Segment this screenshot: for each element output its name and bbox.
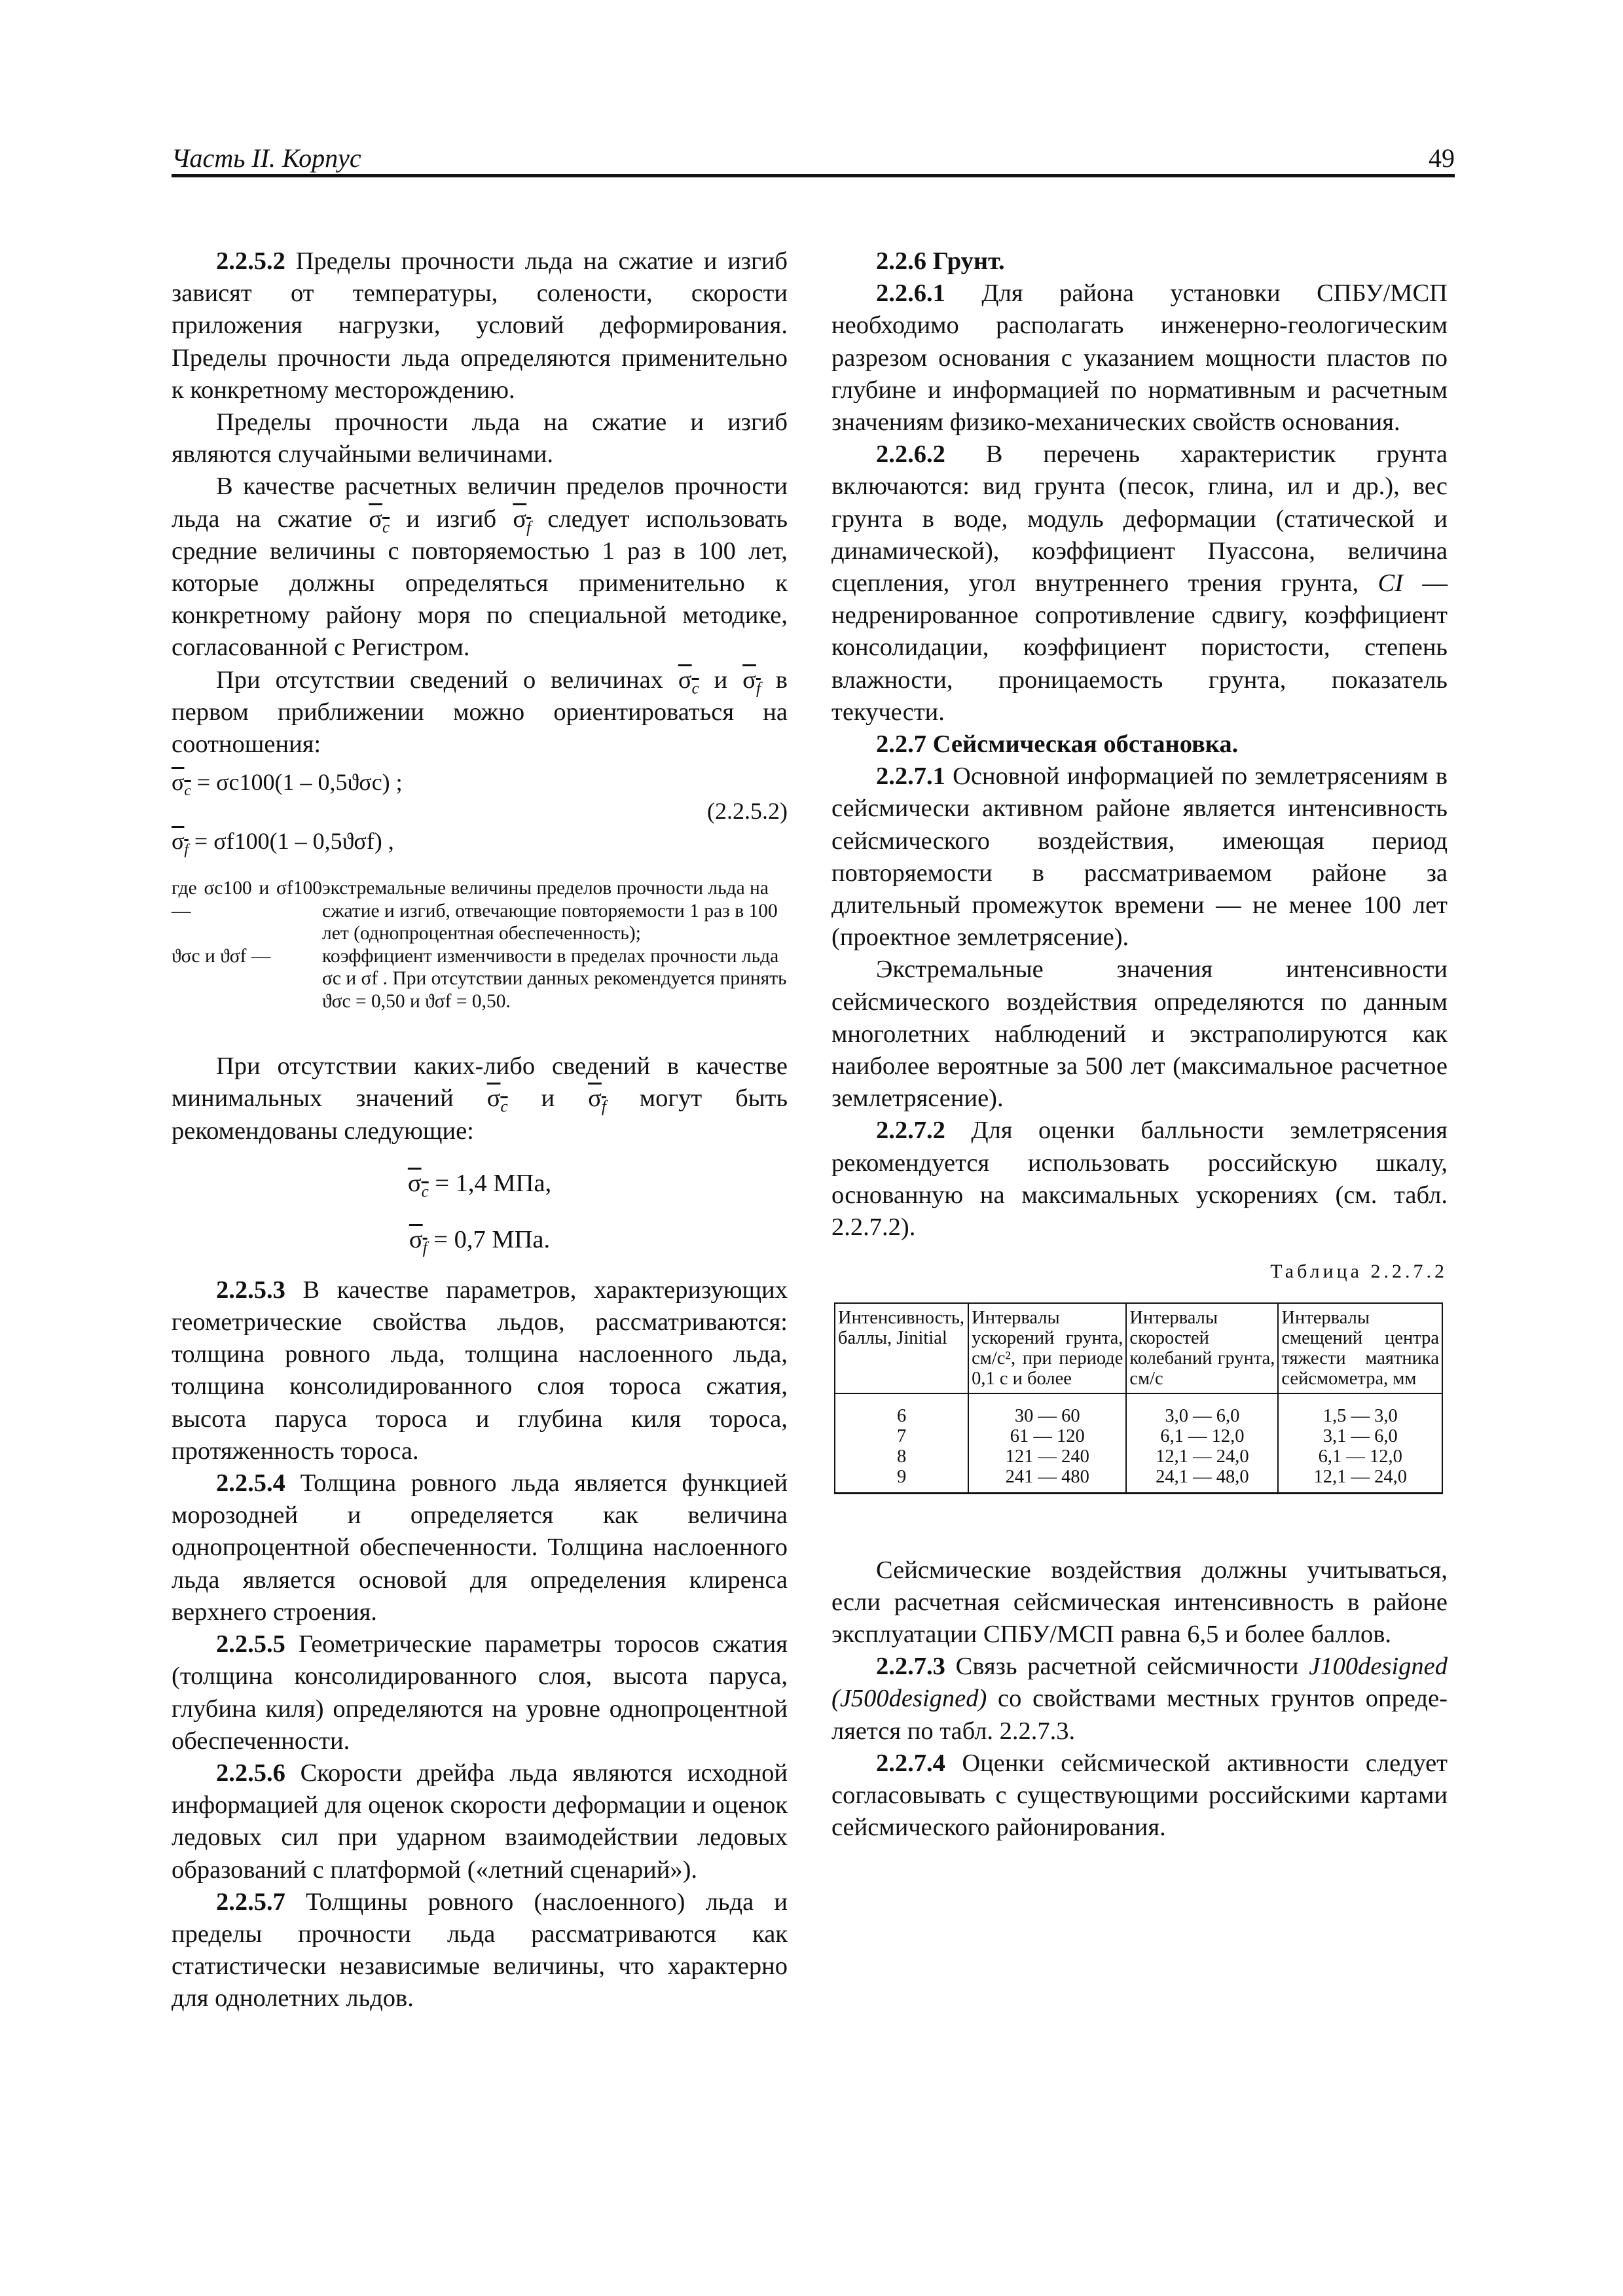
table-cell: 7: [835, 1426, 968, 1446]
table-cell: 3,0 — 6,0: [1126, 1393, 1278, 1426]
running-title: Часть II. Корпус: [172, 143, 361, 173]
table-cell: 121 — 240: [968, 1446, 1126, 1467]
formula-number: (2.2.5.2): [707, 798, 788, 825]
seismic-scale-table: [834, 1302, 1443, 1494]
paragraph-2-2-5-2: [172, 245, 788, 406]
table-cell: 241 — 480: [968, 1467, 1126, 1494]
paragraph-approximation: При отсутствии сведений о величинах $\sigma_c$ и $\sigma_f$ в первом приближении можно ориентироваться на соотношения:: [172, 666, 788, 759]
header-rule: [172, 174, 1455, 177]
paragraph-text: Пределы прочности льда на сжатие и изгиб являются случайными величинами.: [172, 408, 788, 469]
minimum-values: [172, 1155, 788, 1268]
table-cell: 3,1 — 6,0: [1278, 1426, 1442, 1446]
table-row: [835, 1393, 1442, 1426]
table-header-row: [835, 1303, 1442, 1393]
paragraph-2-2-6-2: 2.2.6.2 В перечень характеристик грунта включаются: вид грунта (песок, глина, ил и др.), вес грунта в воде, модуль деформации (статической и динамической), коэффициент Пуассона, величина сцепления, угол внутреннего трения грунта, CI — недренированное сопротивление сдвигу, коэффициент консолидации, коэффициент пористости, степень влажности, проницаемость грунта, показатель текучести.: [831, 440, 1448, 726]
paragraph-2-2-5-5: 2.2.5.5 Геометрические параметры торосов сжатия (толщина консолидированного слоя, высота паруса, глубина киля) определяются на уровне однопроцентной обеспеченности.: [172, 1630, 788, 1755]
paragraph-seismic-impact: Сейсмические воздействия должны учитываться, если расчетная сейсмическая интенсивность в районе эксплуатации СПБУ/МСП равна 6,5 и более баллов.: [831, 1556, 1448, 1648]
note-term: ϑσc и ϑσf —: [172, 945, 271, 967]
table-cell: 6,1 — 12,0: [1126, 1426, 1278, 1446]
paragraph-2-2-5-4: 2.2.5.4 Толщина ровного льда является функцией морозодней и определяется как величина однопроцентной обеспеченности. Толщина наслоенного льда является основой для определения клиренса верхнего строения.: [172, 1469, 788, 1626]
j-designed-symbol: J100designed (J500designed): [831, 1653, 1448, 1713]
sigma-f-symbol: $\sigma_f$: [513, 505, 532, 537]
table-header-cell: Интервалы скоростей колебаний грунта, см/с: [1126, 1303, 1278, 1393]
paragraph-2-2-7-2: 2.2.7.2 Для оценки балльности землетрясения рекомендуется использовать российскую шкалу, основанную на максимальных ускорениях (см. табл. 2.2.7.2).: [831, 1117, 1448, 1242]
paragraph-design-values: В качестве расчетных величин пределов прочности льда на сжатие $\sigma_c$ и изгиб $\sigma_f$ следует использовать средние величины с повторяемостью 1 раз в 100 лет, которые должны определяться применительно к конкретному району моря по специальной методике, согласованной с Регистром.: [172, 473, 788, 662]
paragraph-minimum-values: При отсутствии каких-либо сведений в качестве минимальных значений $\sigma_c$ и $\sigma_f$ могут быть рекомендованы следующие:: [172, 1052, 788, 1145]
table-header-cell: Интенсивность, баллы, Jinitial: [835, 1303, 968, 1393]
spacer: [831, 1494, 1448, 1554]
table-cell: 6,1 — 12,0: [1278, 1446, 1442, 1467]
paragraph-2-2-7-4: 2.2.7.4 Оценки сейсмической активности следует согласовывать с существующими российскими картами сейсмического районирования.: [831, 1749, 1448, 1842]
paragraph-2-2-5-7: 2.2.5.7 Толщины ровного (наслоенного) льда и пределы прочности льда рассматриваются как статистически независимые величины, что характерно для однолетних льдов.: [172, 1888, 788, 2013]
value-sigma-f: $\sigma_f = 0,7$ МПа.: [409, 1225, 551, 1257]
table-row: [835, 1446, 1442, 1467]
sigma-f-symbol: $\sigma_f$: [588, 1085, 606, 1117]
table-caption: Таблица 2.2.7.2: [1270, 1261, 1448, 1283]
table-cell: 6: [835, 1393, 968, 1426]
page-number: 49: [1429, 143, 1455, 173]
table-header-cell: Интервалы смещений центра тяжести маятника сейсмометра, мм: [1278, 1303, 1442, 1393]
paragraph-text: Экстремальные значения интенсивности сейсмического воздействия определяются по данным многолетних наблюдений и экстраполируются как наиболее вероятные за 500 лет (максимальное расчетное землетрясение).: [831, 956, 1448, 1113]
left-column: [172, 245, 788, 2015]
paragraph-text: Пределы прочности льда на сжатие и изгиб зависят от температуры, солености, скорости приложения нагрузки, условий деформирования. Пределы прочности льда определяются применительно к конкретному месторождению.: [172, 247, 788, 404]
formula-notes: [172, 877, 788, 1013]
paragraph-2-2-7-3: 2.2.7.3 Связь расчетной сейсмичности J100designed (J500designed) со свойствами местных грунтов опреде-ляется по табл. 2.2.7.3.: [831, 1653, 1448, 1745]
section-number: 2.2.5.2: [216, 247, 285, 275]
table-row: [835, 1467, 1442, 1494]
note-term: где σc100 и σf100 —: [172, 878, 322, 922]
sigma-c-symbol: $\sigma_c$: [486, 1085, 508, 1117]
table-cell: 12,1 — 24,0: [1278, 1467, 1442, 1494]
paragraph-2-2-5-3: 2.2.5.3 В качестве параметров, характеризующих геометрические свойства льдов, рассматриваются: толщина ровного льда, толщина наслоенного льда, толщина консолидированного слоя тороса сжатия, высота паруса тороса и глубина киля тороса, протяженность тороса.: [172, 1276, 788, 1465]
note-text: коэффициент изменчивости в пределах прочности льда σc и σf . При отсутствии данных рекомендуется принять ϑσc = 0,50 и ϑσf = 0,50.: [322, 945, 787, 1012]
table-cell: 1,5 — 3,0: [1278, 1393, 1442, 1426]
note-row: [172, 945, 788, 1013]
table-header-cell: Интервалы ускорений грунта, см/с², при периоде 0,1 с и более: [968, 1303, 1126, 1393]
right-column: [831, 245, 1448, 1844]
formula-2-2-5-2: [172, 767, 788, 859]
value-sigma-c: $\sigma_c = 1,4$ МПа,: [407, 1169, 552, 1201]
table-cell: 9: [835, 1467, 968, 1494]
table-cell: 24,1 — 48,0: [1126, 1467, 1278, 1494]
sigma-c-symbol: $\sigma_c$: [678, 666, 699, 698]
section-heading-soil: 2.2.6 Грунт.: [876, 247, 1005, 275]
ci-symbol: CI: [1377, 569, 1404, 598]
table-cell: 8: [835, 1446, 968, 1467]
sigma-c-symbol: $\sigma_c$: [369, 505, 390, 537]
paragraph-2-2-7-1: 2.2.7.1 Основной информацией по землетрясениям в сейсмически активном районе является интенсивность сейсмического воздействия, имеющая период повторяемости в рассматриваемом районе за длительный промежуток времени — не менее 100 лет (проектное землетрясение).: [831, 762, 1448, 952]
formula-line-1: $\sigma_c = \sigma c100(1 - 0,5ϑ\sigma c)$ ;: [172, 769, 403, 800]
paragraph-2-2-5-6: 2.2.5.6 Скорости дрейфа льда являются исходной информацией для оценок скорости деформации и оценок ледовых сил при ударном взаимодействии ледовых образований с платформой («летний сценарий»).: [172, 1759, 788, 1884]
note-row: [172, 877, 788, 945]
section-heading-seismic: 2.2.7 Сейсмическая обстановка.: [876, 730, 1239, 759]
page-header: [172, 140, 1455, 179]
table-row: [835, 1426, 1442, 1446]
note-text: экстремальные величины пределов прочности льда на сжатие и изгиб, отвечающие повторяемости 1 раз в 100 лет (однопроцентная обеспеченность);: [322, 878, 778, 944]
paragraph-2-2-6-1: 2.2.6.1 Для района установки СПБУ/МСП необходимо располагать инженерно-геологическим разрезом основания с указанием мощности пластов по глубине и информацией по нормативным и расчетным значениям физико-механических свойств основания.: [831, 279, 1448, 437]
formula-line-2: $\sigma_f = \sigma f100(1 - 0,5ϑ\sigma f)$ ,: [172, 828, 394, 859]
table-cell: 12,1 — 24,0: [1126, 1446, 1278, 1467]
table-cell: 30 — 60: [968, 1393, 1126, 1426]
table-cell: 61 — 120: [968, 1426, 1126, 1446]
sigma-f-symbol: $\sigma_f$: [742, 666, 761, 698]
